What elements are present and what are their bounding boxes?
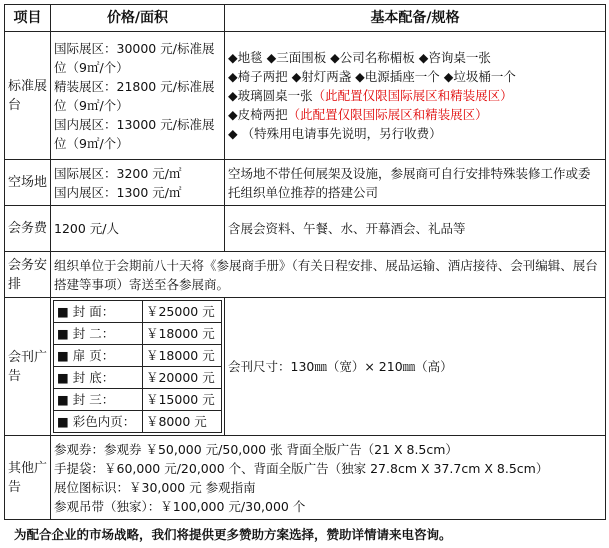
ad-name: ■ 扉 页：: [54, 345, 143, 367]
header-price: 价格/面积: [51, 5, 225, 32]
standard-booth-equipment: [225, 32, 606, 160]
equipment-line: ◆玻璃圆桌一张（此配置仅限国际展区和精装展区）: [228, 88, 513, 103]
list-item: 参观券：参观券 ￥50,000 元/50,000 张 背面全版广告（21 X 8.5cm）: [54, 441, 458, 457]
catalog-ads-row: [5, 298, 606, 436]
list-item: 展位图标识：￥30,000 元 参观指南: [54, 479, 256, 495]
list-item: 手提袋：￥60,000 元/20,000 个、背面全版广告（独家 27.8cm X 37.7cm X 8.5cm）: [54, 460, 549, 476]
price-premium: 精装展区：21800 元/标准展位（9㎡/个）: [54, 78, 215, 113]
catalog-ads-label: 会刊广告: [5, 298, 51, 436]
list-item: [54, 323, 222, 345]
registration-price: 1200 元/人: [51, 206, 225, 252]
standard-booth-label: 标准展台: [5, 32, 51, 160]
ad-price: ￥20000 元: [142, 367, 221, 389]
registration-row: [5, 206, 606, 252]
list-item: [54, 411, 222, 433]
other-ads-label: 其他广告: [5, 436, 51, 520]
other-ads-list: [51, 436, 606, 520]
header-spec: 基本配备/规格: [225, 5, 606, 32]
pricing-table: [4, 4, 606, 520]
arrangement-row: [5, 252, 606, 298]
ad-price: ￥18000 元: [142, 345, 221, 367]
equipment-line: ◆地毯 ◆三面围板 ◆公司名称楣板 ◆咨询桌一张: [228, 50, 491, 65]
arrangement-label: 会务安排: [5, 252, 51, 298]
price-domestic: 国内展区：13000 元/标准展位（9㎡/个）: [54, 116, 215, 151]
raw-space-prices: [51, 160, 225, 206]
ad-name: ■ 封 二：: [54, 323, 143, 345]
ad-price: ￥8000 元: [142, 411, 221, 433]
restriction-note: （此配置仅限国际展区和精装展区）: [287, 107, 488, 122]
list-item: [54, 345, 222, 367]
ad-price: ￥15000 元: [142, 389, 221, 411]
standard-booth-row: [5, 32, 606, 160]
list-item: 参观吊带（独家）：￥100,000 元/30,000 个: [54, 498, 306, 514]
ad-name: ■ 封 三：: [54, 389, 143, 411]
equipment-line: ◆皮椅两把（此配置仅限国际展区和精装展区）: [228, 107, 488, 122]
ad-name: ■ 封 底：: [54, 367, 143, 389]
header-row: [5, 5, 606, 32]
raw-space-label: 空场地: [5, 160, 51, 206]
ad-price: ￥25000 元: [142, 301, 221, 323]
footer-note: 为配合企业的市场战略，我们将提供更多赞助方案选择，赞助详情请来电咨询。: [14, 527, 452, 542]
catalog-size: 会刊尺寸：130㎜（宽）× 210㎜（高）: [225, 298, 606, 436]
price-international: 国际展区：30000 元/标准展位（9㎡/个）: [54, 40, 215, 75]
list-item: [54, 389, 222, 411]
list-item: [54, 301, 222, 323]
equipment-line: ◆椅子两把 ◆射灯两盏 ◆电源插座一个 ◆垃圾桶一个: [228, 69, 516, 84]
raw-space-international: 国际展区：3200 元/㎡: [54, 165, 182, 181]
registration-description: 含展会资料、午餐、水、开幕酒会、礼品等: [225, 206, 606, 252]
catalog-price-list: [53, 300, 222, 433]
raw-space-description: 空场地不带任何展架及设施，参展商可自行安排特殊装修工作或委托组织单位推荐的搭建公司: [225, 160, 606, 206]
catalog-ads-prices: [51, 298, 225, 436]
ad-price: ￥18000 元: [142, 323, 221, 345]
equipment-line: ◆ （特殊用电请事先说明，另行收费）: [228, 126, 442, 141]
standard-booth-prices: [51, 32, 225, 160]
restriction-note: （此配置仅限国际展区和精装展区）: [312, 88, 513, 103]
ad-name: ■ 彩色内页：: [54, 411, 143, 433]
raw-space-domestic: 国内展区：1300 元/㎡: [54, 184, 182, 200]
other-ads-row: [5, 436, 606, 520]
registration-label: 会务费: [5, 206, 51, 252]
raw-space-row: [5, 160, 606, 206]
arrangement-description: 组织单位于会期前八十天将《参展商手册》（有关日程安排、展品运输、酒店接待、会刊编辑、展台搭建等事项）寄送至各参展商。: [51, 252, 606, 298]
ad-name: ■ 封 面：: [54, 301, 143, 323]
list-item: [54, 367, 222, 389]
header-item: 项目: [5, 5, 51, 32]
